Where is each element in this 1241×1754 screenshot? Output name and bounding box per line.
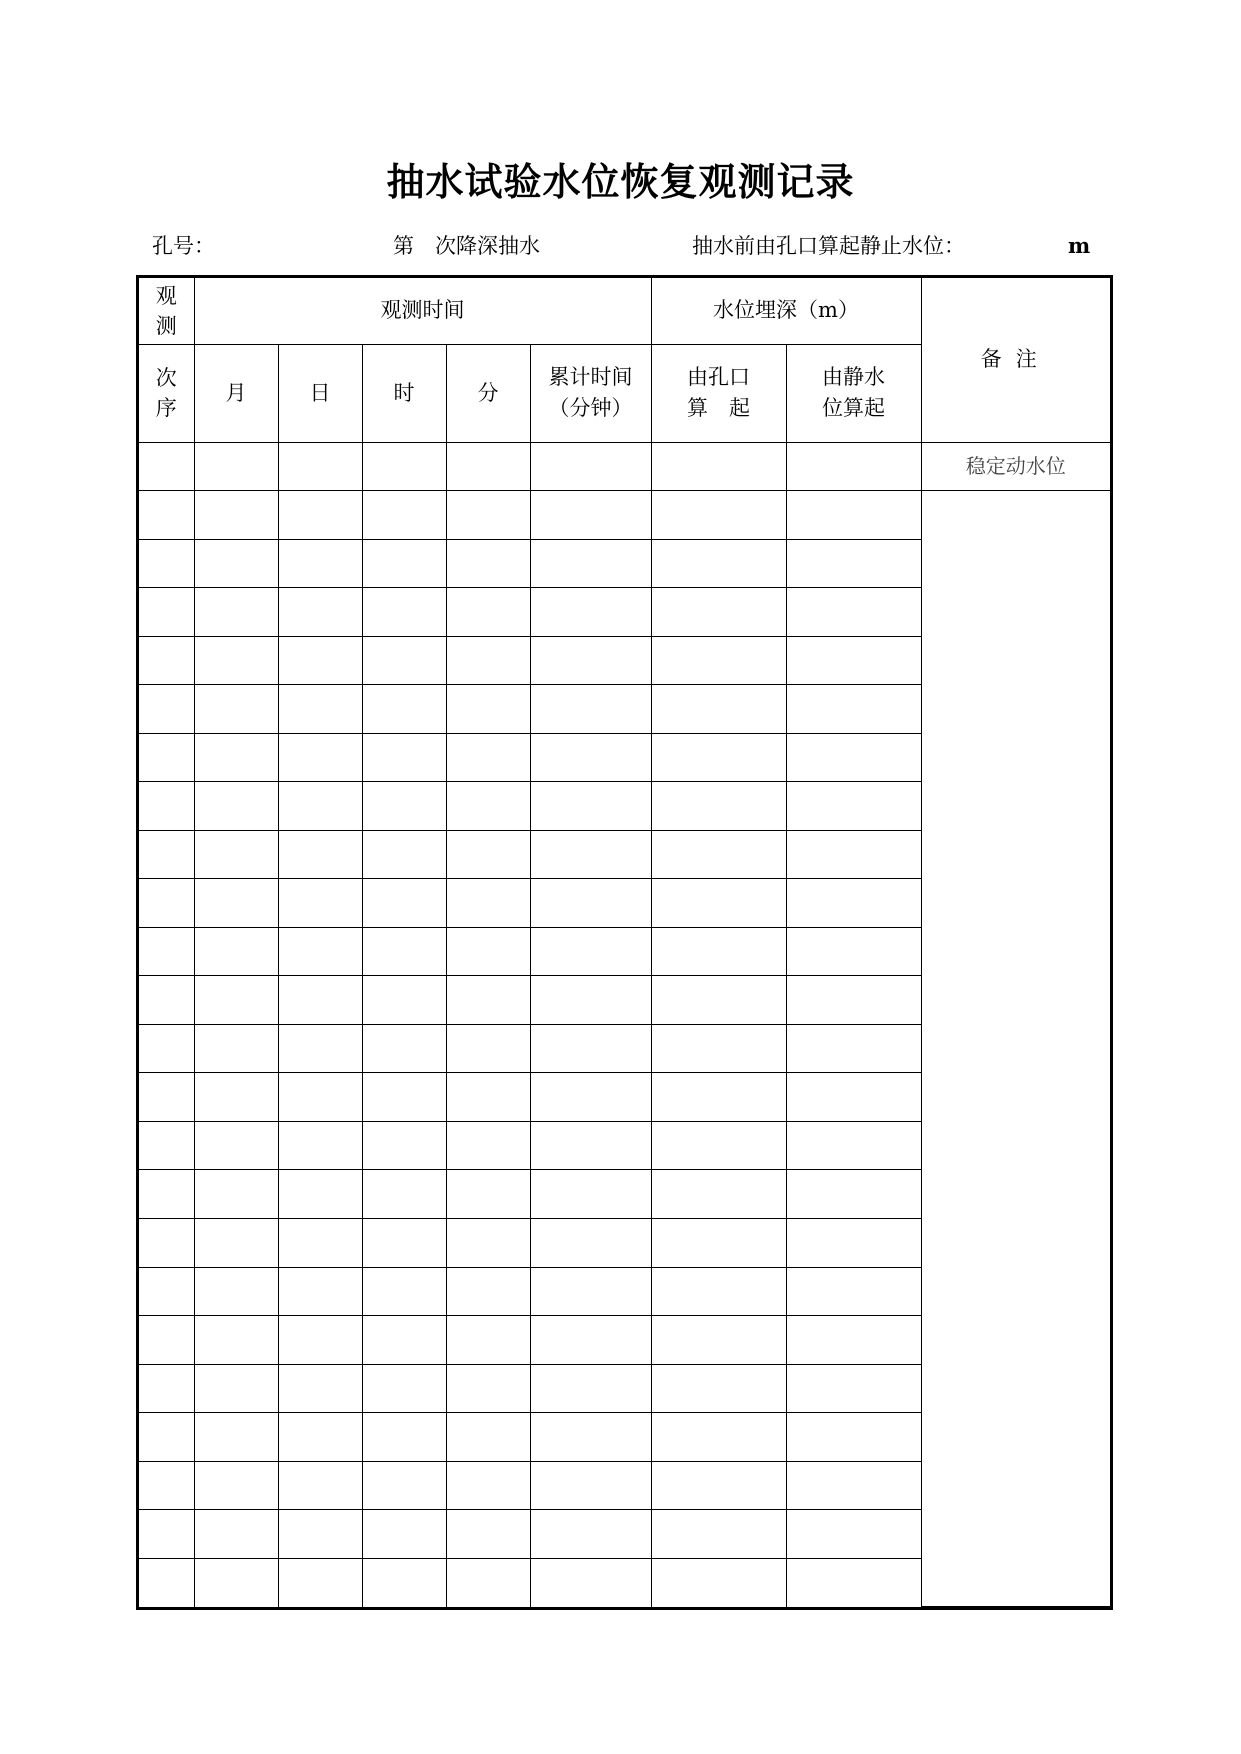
table-cell[interactable] [194,1170,278,1219]
table-cell[interactable] [278,1364,362,1413]
table-cell[interactable] [530,442,651,491]
table-cell[interactable] [139,1558,194,1607]
table-cell[interactable] [446,1510,530,1559]
table-cell[interactable] [362,830,446,879]
table-cell[interactable] [786,636,921,685]
table-cell[interactable] [362,1461,446,1510]
table-cell[interactable] [362,636,446,685]
table-cell[interactable] [362,782,446,831]
table-cell[interactable] [278,879,362,928]
observation-seq-header-top-text: 观 测 [155,283,177,338]
table-cell[interactable] [278,927,362,976]
table-cell[interactable] [446,1073,530,1122]
table-cell[interactable] [194,636,278,685]
table-cell[interactable] [278,1510,362,1559]
observation-seq-header-bottom [139,344,194,442]
water-depth-header: 水位埋深（m） [651,278,921,344]
table-cell[interactable] [651,1558,786,1607]
table-cell[interactable] [651,1413,786,1462]
table-cell[interactable] [651,1219,786,1268]
table-cell[interactable] [139,782,194,831]
table-cell[interactable] [194,1461,278,1510]
table-cell[interactable] [446,1170,530,1219]
steady-level-note: 稳定动水位 [921,442,1110,491]
table-cell[interactable] [786,539,921,588]
table-cell[interactable] [786,879,921,928]
table-cell[interactable] [278,1121,362,1170]
table-cell[interactable] [786,1121,921,1170]
table-cell[interactable] [530,1267,651,1316]
table-cell[interactable] [362,442,446,491]
table-cell[interactable] [194,588,278,637]
table-cell[interactable] [362,1364,446,1413]
table-cell[interactable] [278,1413,362,1462]
table-cell[interactable] [139,685,194,734]
table-cell[interactable] [278,1558,362,1607]
table-cell[interactable] [530,1558,651,1607]
table-cell[interactable] [139,1461,194,1510]
table-cell[interactable] [139,636,194,685]
table-cell[interactable] [651,1364,786,1413]
table-cell[interactable] [651,442,786,491]
table-cell[interactable] [278,636,362,685]
table-cell[interactable] [362,879,446,928]
table-cell[interactable] [530,539,651,588]
from-orifice-header-text: 由孔口 算 起 [687,365,750,420]
table-cell[interactable] [651,1461,786,1510]
static-water-level-unit: m [1068,233,1091,258]
from-static-level-header-text: 由静水 位算起 [822,365,885,420]
table-cell[interactable] [530,1121,651,1170]
table-cell[interactable] [446,491,530,540]
table-cell[interactable] [651,1267,786,1316]
table-cell[interactable] [139,733,194,782]
table-cell[interactable] [786,1267,921,1316]
table-cell[interactable] [194,879,278,928]
table-cell[interactable] [194,1121,278,1170]
table-cell[interactable] [786,733,921,782]
table-cell[interactable] [362,1170,446,1219]
remarks-cell[interactable] [921,491,1110,1607]
table-cell[interactable] [278,733,362,782]
table-cell[interactable] [194,1364,278,1413]
table-cell[interactable] [278,1024,362,1073]
table-cell[interactable] [278,1073,362,1122]
table-cell[interactable] [139,1413,194,1462]
table-cell[interactable] [194,1219,278,1268]
table-cell[interactable] [194,927,278,976]
table-cell[interactable] [139,1121,194,1170]
table-cell[interactable] [446,1121,530,1170]
header-row-1 [139,278,1110,344]
table-cell[interactable] [362,1073,446,1122]
table-cell[interactable] [530,1413,651,1462]
table-cell[interactable] [139,539,194,588]
page-title: 抽水试验水位恢复观测记录 [386,159,855,204]
table-cell[interactable] [530,685,651,734]
table-row [139,442,1110,491]
table-cell[interactable] [278,1316,362,1365]
hole-number-label: 孔号： [152,234,215,258]
table-cell[interactable] [530,879,651,928]
table-cell[interactable] [139,588,194,637]
table-cell[interactable] [651,879,786,928]
table-cell[interactable] [194,733,278,782]
record-table [139,278,1110,1607]
remarks-header: 备注 [921,278,1110,442]
table-cell[interactable] [651,539,786,588]
table-cell[interactable] [530,1170,651,1219]
table-cell[interactable] [530,636,651,685]
table-cell[interactable] [194,782,278,831]
table-cell[interactable] [446,782,530,831]
table-cell[interactable] [139,830,194,879]
table-cell[interactable] [651,588,786,637]
table-cell[interactable] [530,1364,651,1413]
cumulative-time-header [530,344,651,442]
table-cell[interactable] [278,442,362,491]
table-cell[interactable] [786,685,921,734]
table-cell[interactable] [446,442,530,491]
table-cell[interactable] [362,1219,446,1268]
table-cell[interactable] [278,491,362,540]
table-cell[interactable] [530,1510,651,1559]
table-cell[interactable] [530,491,651,540]
table-cell[interactable] [194,539,278,588]
table-cell[interactable] [446,1316,530,1365]
table-cell[interactable] [362,588,446,637]
table-cell[interactable] [786,1073,921,1122]
table-cell[interactable] [139,976,194,1025]
table-cell[interactable] [139,1316,194,1365]
table-cell[interactable] [362,1558,446,1607]
table-cell[interactable] [786,1364,921,1413]
table-cell[interactable] [786,1170,921,1219]
table-cell[interactable] [786,1219,921,1268]
table-cell[interactable] [278,685,362,734]
table-cell[interactable] [651,830,786,879]
table-cell[interactable] [278,976,362,1025]
cumulative-time-header-text: 累计时间 （分钟） [548,365,633,420]
table-cell[interactable] [194,976,278,1025]
table-cell[interactable] [139,1364,194,1413]
table-cell[interactable] [786,1510,921,1559]
table-cell[interactable] [278,1219,362,1268]
table-cell[interactable] [362,1121,446,1170]
table-cell[interactable] [194,1073,278,1122]
table-cell[interactable] [530,1024,651,1073]
table-cell[interactable] [651,733,786,782]
table-cell[interactable] [139,927,194,976]
table-cell[interactable] [786,782,921,831]
table-cell[interactable] [786,491,921,540]
table-cell[interactable] [786,1413,921,1462]
table-cell[interactable] [139,1510,194,1559]
table-cell[interactable] [530,976,651,1025]
hour-header: 时 [362,344,446,442]
table-cell[interactable] [362,976,446,1025]
table-cell[interactable] [278,1170,362,1219]
table-cell[interactable] [362,733,446,782]
table-cell[interactable] [194,1024,278,1073]
table-cell[interactable] [446,636,530,685]
table-cell[interactable] [194,442,278,491]
table-cell[interactable] [194,685,278,734]
table-cell[interactable] [278,830,362,879]
table-cell[interactable] [446,879,530,928]
table-cell[interactable] [786,1558,921,1607]
table-cell[interactable] [786,976,921,1025]
table-cell[interactable] [530,733,651,782]
month-header: 月 [194,344,278,442]
table-cell[interactable] [530,1073,651,1122]
table-cell[interactable] [786,1024,921,1073]
table-cell[interactable] [446,1413,530,1462]
table-cell[interactable] [530,830,651,879]
table-cell[interactable] [651,636,786,685]
table-cell[interactable] [362,1510,446,1559]
table-cell[interactable] [362,539,446,588]
table-cell[interactable] [362,927,446,976]
table-cell[interactable] [530,927,651,976]
table-cell[interactable] [651,1073,786,1122]
table-cell[interactable] [139,1024,194,1073]
observation-time-header: 观测时间 [194,278,651,344]
table-cell[interactable] [278,539,362,588]
table-cell[interactable] [446,685,530,734]
table-cell[interactable] [651,976,786,1025]
table-cell[interactable] [530,588,651,637]
table-cell[interactable] [446,1219,530,1268]
table-cell[interactable] [194,1558,278,1607]
table-cell[interactable] [278,782,362,831]
table-cell[interactable] [651,1121,786,1170]
table-cell[interactable] [446,588,530,637]
table-cell[interactable] [139,1267,194,1316]
from-orifice-header [651,344,786,442]
table-cell[interactable] [139,1219,194,1268]
table-cell[interactable] [446,1461,530,1510]
table-cell[interactable] [362,685,446,734]
table-cell[interactable] [194,1316,278,1365]
table-cell[interactable] [362,1316,446,1365]
record-table-frame [136,275,1113,1610]
table-cell[interactable] [530,782,651,831]
table-cell[interactable] [278,588,362,637]
table-cell[interactable] [446,1364,530,1413]
table-cell[interactable] [362,1267,446,1316]
table-cell[interactable] [530,1219,651,1268]
table-cell[interactable] [651,1316,786,1365]
table-cell[interactable] [194,491,278,540]
table-cell[interactable] [194,1413,278,1462]
table-cell[interactable] [446,927,530,976]
static-water-level-label: 抽水前由孔口算起静止水位： [692,234,965,258]
minute-header: 分 [446,344,530,442]
table-cell[interactable] [446,733,530,782]
table-cell[interactable] [530,1461,651,1510]
table-row [139,491,1110,540]
drawdown-stage-label: 第 次降深抽水 [393,234,540,258]
table-cell[interactable] [786,442,921,491]
table-cell[interactable] [278,1267,362,1316]
table-cell[interactable] [786,588,921,637]
table-cell[interactable] [362,491,446,540]
from-static-level-header [786,344,921,442]
day-header: 日 [278,344,362,442]
table-cell[interactable] [139,442,194,491]
table-cell[interactable] [530,1316,651,1365]
table-cell[interactable] [446,1024,530,1073]
table-cell[interactable] [651,491,786,540]
table-cell[interactable] [651,1510,786,1559]
table-cell[interactable] [786,1316,921,1365]
table-cell[interactable] [362,1413,446,1462]
table-cell[interactable] [139,1170,194,1219]
table-cell[interactable] [278,1461,362,1510]
table-cell[interactable] [139,1073,194,1122]
table-cell[interactable] [446,539,530,588]
table-cell[interactable] [786,830,921,879]
table-cell[interactable] [786,1461,921,1510]
table-cell[interactable] [139,879,194,928]
table-cell[interactable] [651,1170,786,1219]
table-cell[interactable] [651,685,786,734]
table-cell[interactable] [194,1267,278,1316]
table-cell[interactable] [446,1558,530,1607]
table-cell[interactable] [194,1510,278,1559]
table-cell[interactable] [651,782,786,831]
table-cell[interactable] [446,830,530,879]
table-cell[interactable] [446,976,530,1025]
table-cell[interactable] [651,1024,786,1073]
table-cell[interactable] [786,927,921,976]
table-cell[interactable] [651,927,786,976]
table-cell[interactable] [139,491,194,540]
observation-seq-header-top [139,278,194,344]
table-cell[interactable] [194,830,278,879]
table-cell[interactable] [446,1267,530,1316]
table-cell[interactable] [362,1024,446,1073]
observation-seq-header-bottom-text: 次 序 [155,366,177,420]
